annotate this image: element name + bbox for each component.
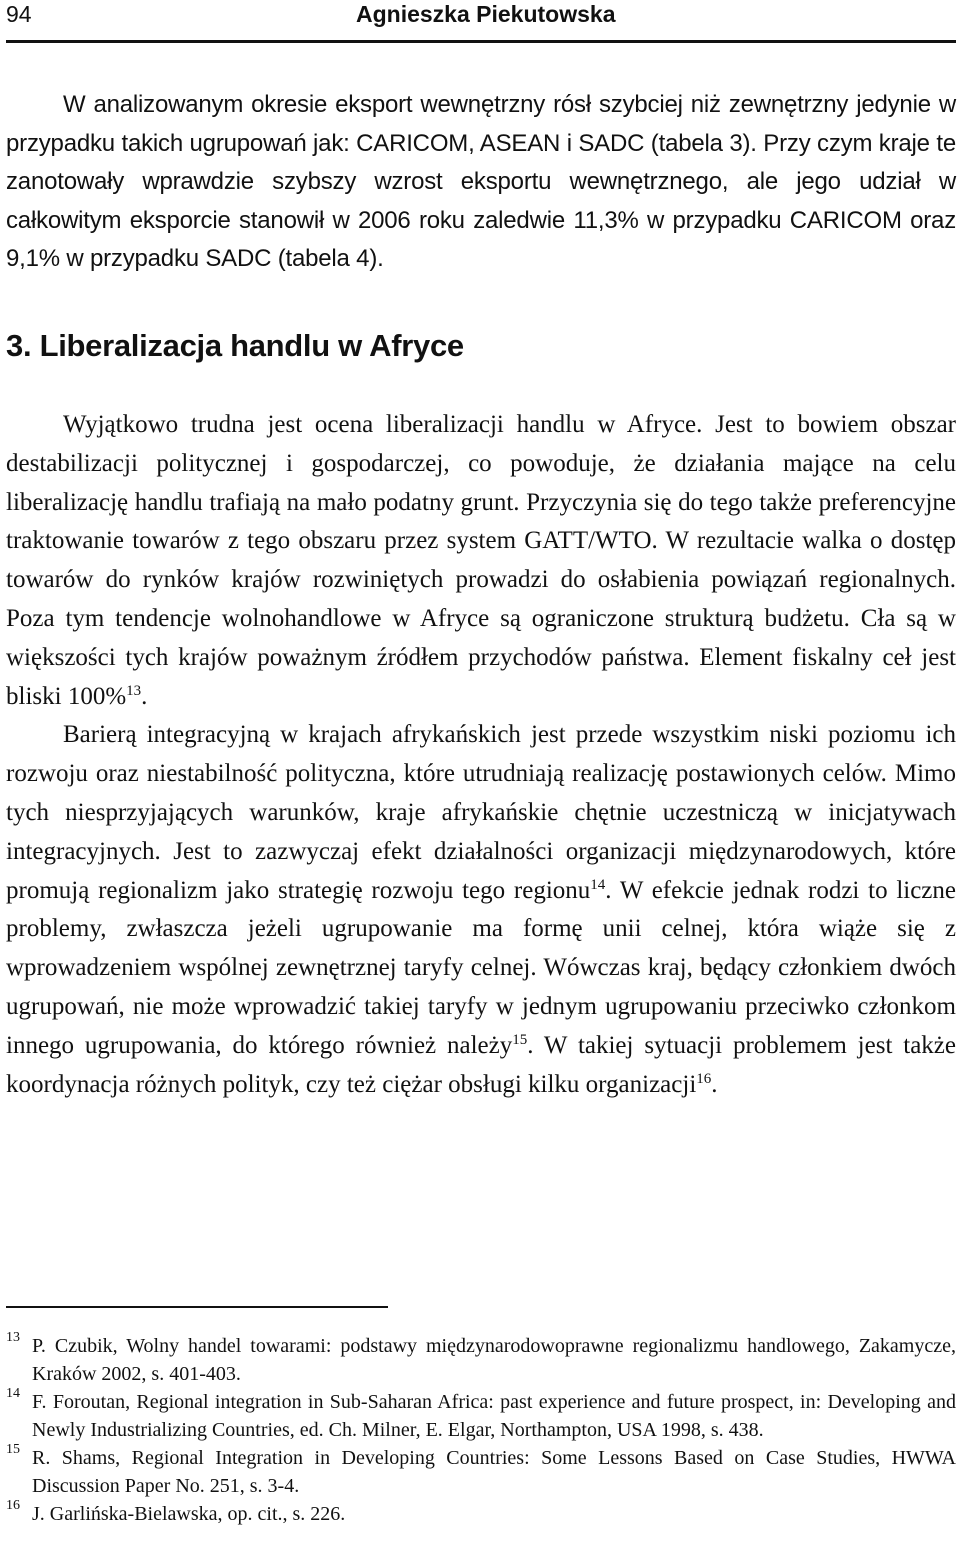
footnote	[6, 1500, 956, 1528]
footnote-ref: 13	[126, 682, 142, 699]
paragraph-text: Barierą integracyjną w krajach afrykańskich jest przede wszystkim niski poziomu ich rozwoju oraz niestabilność polityczna, które utrudniają realizację postawionych celów. Mimo tych niesprzyjających warunków, kraje afrykańskie chętnie uczestniczą w inicjatywach integracyjnych. Jest to zazwyczaj efekt działalności organizacji międzynarodowych, które promują regionalizm jako strategię rozwoju tego regionu	[6, 721, 956, 904]
footnote-ref: 15	[512, 1031, 528, 1048]
page-header	[6, 0, 956, 30]
footnote-text: J. Garlińska-Bielawska, op. cit., s. 226.	[32, 1503, 346, 1525]
footnote	[6, 1388, 956, 1444]
footnote-number: 13	[6, 1330, 20, 1345]
paragraph-liberalization	[6, 406, 956, 716]
footnotes	[6, 1332, 956, 1528]
paragraph-integration-barriers	[6, 716, 956, 1104]
paragraph-text: W analizowanym okresie eksport wewnętrzny rósł szybciej niż zewnętrzny jedynie w przypadku takich ugrupowań jak: CARICOM, ASEAN i SADC (tabela 3). Przy czym kraje te zanotowały wprawdzie szybszy wzrost eksportu wewnętrznego, ale jego udział w całkowitym eksporcie stanowił w 2006 roku zaledwie 11,3% w przypadku CARICOM oraz 9,1% w przypadku SADC (tabela 4).	[6, 91, 956, 272]
page-number: 94	[6, 1, 32, 27]
running-head-author: Agnieszka Piekutowska	[356, 1, 616, 27]
footnote-ref: 16	[696, 1070, 712, 1087]
paragraph-text: Wyjątkowo trudna jest ocena liberalizacji handlu w Afryce. Jest to bowiem obszar destabilizacji politycznej i gospodarczej, co powoduje, że działania mające na celu liberalizację handlu trafiają na mało podatny grunt. Przyczynia się do tego także preferencyjne traktowanie towarów z tego obszaru przez system GATT/WTO. W rezultacie walka o dostęp towarów do rynków krajów rozwiniętych prowadzi do osłabienia powiązań regionalnych. Poza tym tendencje wolnohandlowe w Afryce są ograniczone strukturą budżetu. Cła są w większości tych krajów poważnym źródłem przychodów państwa. Element fiskalny ceł jest bliski 100%	[6, 411, 956, 710]
footnote-separator	[6, 1306, 388, 1308]
section-body	[6, 406, 956, 1104]
paragraph-text: . W efekcie jednak rodzi to liczne problemy, zwłaszcza jeżeli ugrupowanie ma formę unii celnej, która wiąże się z wprowadzeniem wspólnej zewnętrznej taryfy celnej. Wówczas kraj, będący członkiem dwóch ugrupowań, nie może wprowadzić takiej taryfy w jednym ugrupowaniu przeciwko członkom innego ugrupowania, do którego również należy	[6, 876, 956, 1059]
footnote-text: F. Foroutan, Regional integration in Sub-Saharan Africa: past experience and future prospect, in: Developing and Newly Industrializing Countries, ed. Ch. Milner, E. Elgar, Northampton, USA 1998, s. 438.	[32, 1391, 956, 1441]
paragraph-text: . W takiej sytuacji problemem jest także koordynacja różnych polityk, czy też ciężar obsługi kilku organizacji	[6, 1031, 956, 1098]
paragraph-end: .	[141, 682, 148, 710]
footnote-ref: 14	[590, 876, 606, 893]
footnote-number: 14	[6, 1386, 20, 1401]
paragraph-end: .	[711, 1070, 718, 1098]
footnote-number: 16	[6, 1498, 20, 1513]
footnote-text: R. Shams, Regional Integration in Developing Countries: Some Lessons Based on Case Studies, HWWA Discussion Paper No. 251, s. 3-4.	[32, 1447, 956, 1497]
footnote-number: 15	[6, 1442, 20, 1457]
paragraph-export-analysis	[6, 86, 956, 279]
footnote	[6, 1444, 956, 1500]
footnote-text: P. Czubik, Wolny handel towarami: podstawy międzynarodowoprawne regionalizmu handlowego, Zakamycze, Kraków 2002, s. 401-403.	[32, 1335, 956, 1385]
header-rule	[6, 40, 956, 43]
footnote	[6, 1332, 956, 1388]
section-heading: 3. Liberalizacja handlu w Afryce	[6, 328, 464, 363]
